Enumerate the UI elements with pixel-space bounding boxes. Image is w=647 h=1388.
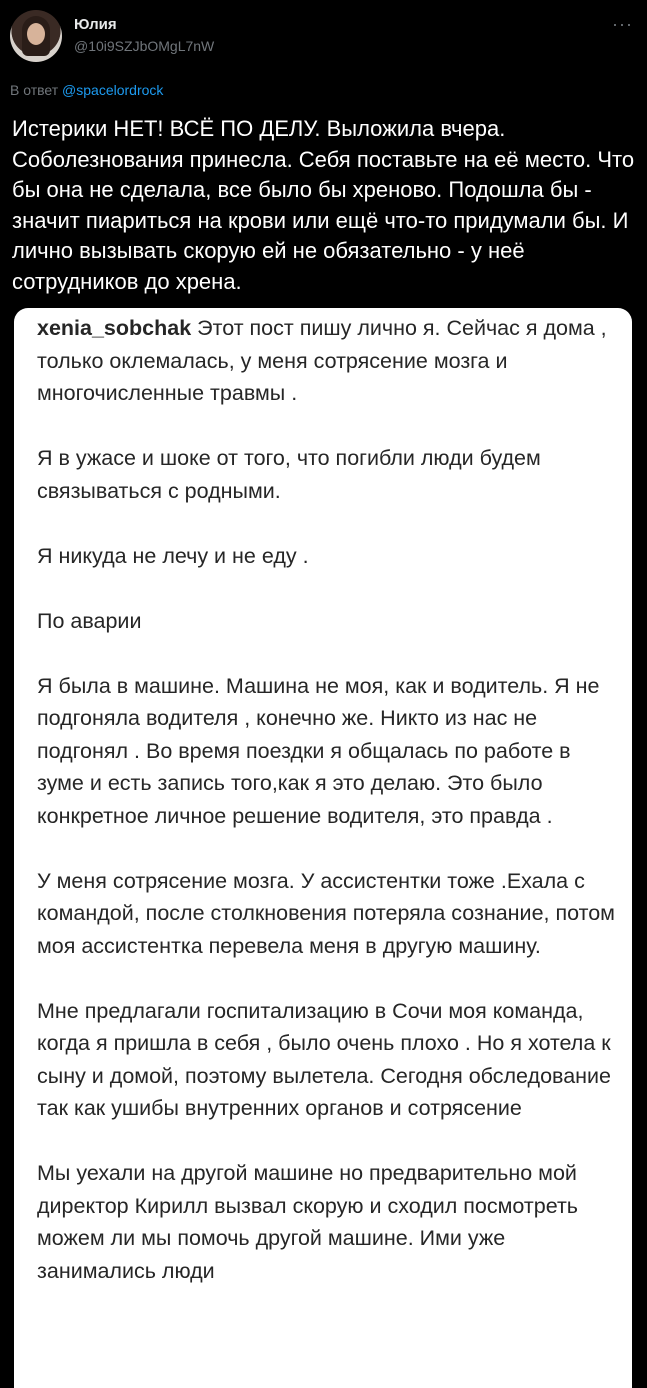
user-handle[interactable]: @10i9SZJbOMgL7nW (74, 38, 215, 54)
media-paragraph-8: Мы уехали на другой машине но предварительно мой директор Кирилл вызвал скорую и сходил посмотреть можем ли мы помочь другой машине. Ими уже занимались люди (37, 1161, 578, 1283)
avatar[interactable] (10, 10, 62, 62)
media-paragraph-2: Я в ужасе и шоке от того, что погибли люди будем связываться с родными. (37, 446, 541, 503)
reply-prefix: В ответ (10, 82, 59, 98)
tweet-header (10, 10, 637, 66)
media-paragraph-3: Я никуда не лечу и не еду . (37, 543, 309, 568)
tweet-media-image[interactable] (14, 308, 632, 1388)
reply-context (10, 82, 163, 98)
media-paragraph-1-text: Этот пост пишу лично я. Сейчас я дома , только оклемалась, у меня сотрясение мозга и многочисленные травмы . (37, 316, 607, 405)
avatar-face (27, 23, 45, 45)
media-paragraph-7: Мне предлагали госпитализацию в Сочи моя команда, когда я пришла в себя , было очень плохо . Но я хотела к сыну и домой, поэтому вылетела. Сегодня обследование так как ушибы внутренних органов и сотрясение (37, 998, 612, 1120)
media-paragraph-6: У меня сотрясение мозга. У ассистентки тоже .Ехала с командой, после столкновения потеряла сознание, потом моя ассистентка перевела меня в другую машину. (37, 868, 615, 958)
media-paragraph-1 (37, 312, 617, 410)
media-paragraph-5: Я была в машине. Машина не моя, как и водитель. Я не подгоняла водителя , конечно же. Никто из нас не подгонял . Во время поездки я общалась по работе в зуме и есть запись того,как я это делаю. Это было конкретное личное решение водителя, это правда . (37, 673, 600, 828)
tweet-text: Истерики НЕТ! ВСЁ ПО ДЕЛУ. Выложила вчера. Соболезнования принесла. Себя поставьте на её место. Что бы она не сделала, все было бы хреново. Подошла бы - значит пиариться на крови или ещё что-то придумали бы. И лично вызывать скорую ей не обязательно - у неё сотрудников до хрена. (12, 116, 635, 294)
more-options-button[interactable] (612, 14, 633, 35)
display-name[interactable]: Юлия (74, 16, 117, 33)
reply-to-link[interactable]: @spacelordrock (62, 82, 164, 98)
media-paragraph-4: По аварии (37, 608, 142, 633)
more-horizontal-icon: ··· (612, 14, 633, 34)
screenshot-post-text (37, 312, 617, 1320)
instagram-username: xenia_sobchak (37, 316, 192, 340)
